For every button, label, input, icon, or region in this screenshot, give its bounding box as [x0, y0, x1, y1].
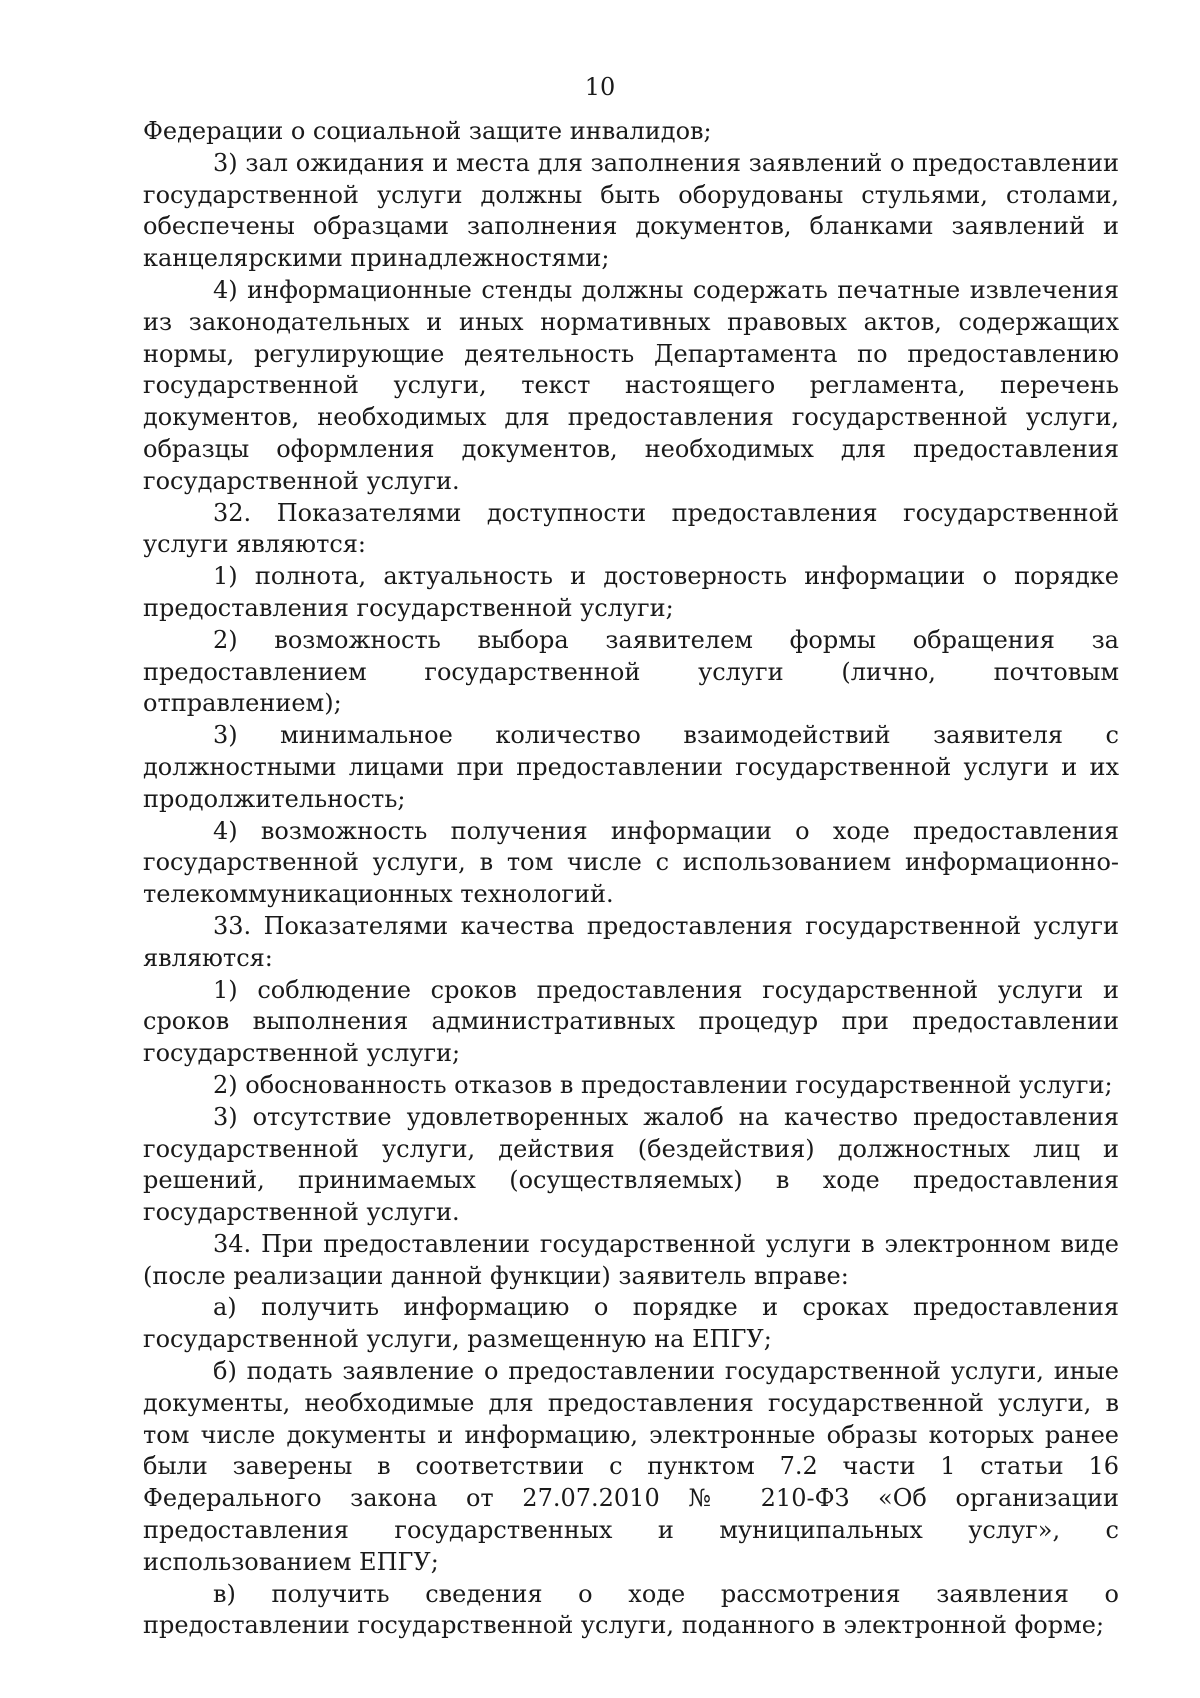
paragraph-32-item-2: 2) возможность выбора заявителем формы обращения за предоставлением государственной услуги (лично, почтовым отправлением);	[143, 625, 1119, 718]
paragraph-34-item-b: б) подать заявление о предоставлении государственной услуги, иные документы, необходимые для предоставления государственной услуги, в том числе документы и информацию, электронные образы которых ранее были заверены в соответствии с пунктом 7.2 части 1 статьи 16 Федерального закона от 27.07.2010 № 210-ФЗ «Об организации предоставления государственных и муниципальных услуг», с использованием ЕПГУ;	[143, 1357, 1119, 1576]
document-body	[143, 116, 1119, 1642]
paragraph-33-quality-indicators: 33. Показателями качества предоставления государственной услуги являются:	[143, 911, 1119, 972]
paragraph-32-item-3: 3) минимальное количество взаимодействий заявителя с должностными лицами при предоставлении государственной услуги и их продолжительность;	[143, 721, 1119, 813]
paragraph-34-electronic-service: 34. При предоставлении государственной услуги в электронном виде (после реализации данной функции) заявитель вправе:	[143, 1229, 1119, 1290]
paragraph-34-item-v: в) получить сведения о ходе рассмотрения заявления о предоставлении государственной услуги, поданного в электронной форме;	[143, 1579, 1119, 1640]
paragraph-32-accessibility-indicators: 32. Показателями доступности предоставления государственной услуги являются:	[143, 498, 1119, 559]
paragraph-34-item-a: а) получить информацию о порядке и сроках предоставления государственной услуги, размещенную на ЕПГУ;	[143, 1293, 1119, 1354]
page-number: 10	[584, 73, 616, 101]
paragraph-33-item-2: 2) обоснованность отказов в предоставлении государственной услуги;	[213, 1070, 1113, 1099]
paragraph-continuation: Федерации о социальной защите инвалидов;	[143, 117, 712, 145]
paragraph-33-item-3: 3) отсутствие удовлетворенных жалоб на качество предоставления государственной услуги, действия (бездействия) должностных лиц и решений, принимаемых (осуществляемых) в ходе предоставления государственной услуги.	[143, 1102, 1119, 1227]
paragraph-32-item-4: 4) возможность получения информации о ходе предоставления государственной услуги, в том числе с использованием информационно-телекоммуникационных технологий.	[143, 816, 1119, 909]
paragraph-item-3-waiting-hall: 3) зал ожидания и места для заполнения заявлений о предоставлении государственной услуги должны быть оборудованы стульями, столами, обеспечены образцами заполнения документов, бланками заявлений и канцелярскими принадлежностями;	[143, 148, 1119, 273]
paragraph-33-item-1: 1) соблюдение сроков предоставления государственной услуги и сроков выполнения административных процедур при предоставлении государственной услуги;	[143, 975, 1119, 1068]
paragraph-item-4-info-stands: 4) информационные стенды должны содержать печатные извлечения из законодательных и иных нормативных правовых актов, содержащих нормы, регулирующие деятельность Департамента по предоставлению государственной услуги, текст настоящего регламента, перечень документов, необходимых для предоставления государственной услуги, образцы оформления документов, необходимых для предоставления государственной услуги.	[143, 275, 1119, 495]
paragraph-32-item-1: 1) полнота, актуальность и достоверность информации о порядке предоставления государственной услуги;	[143, 562, 1119, 622]
